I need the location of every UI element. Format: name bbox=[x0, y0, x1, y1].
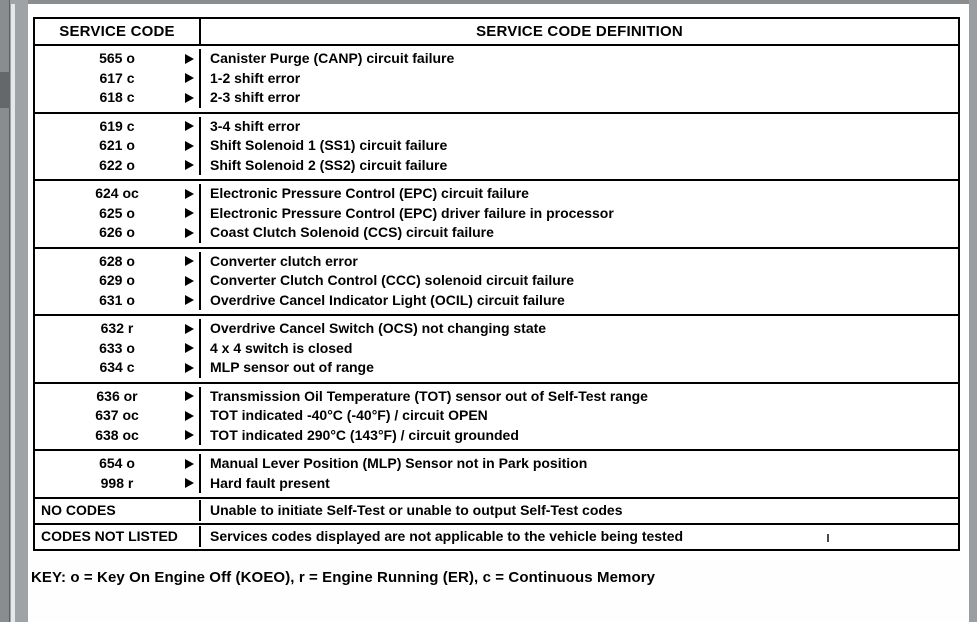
table-row bbox=[35, 252, 958, 272]
table-row bbox=[35, 136, 958, 156]
service-code-cell bbox=[35, 184, 201, 204]
service-code-cell bbox=[35, 319, 201, 339]
service-code: 654 o bbox=[99, 455, 135, 471]
code-group bbox=[35, 449, 958, 497]
service-code-definition: 3-4 shift error bbox=[210, 117, 301, 134]
special-row-definition: Services codes displayed are not applicable to the vehicle being tested bbox=[210, 528, 684, 544]
table-row-codes-not-listed bbox=[35, 523, 958, 549]
service-code-definition: Hard fault present bbox=[210, 474, 330, 491]
service-code-definition: Converter Clutch Control (CCC) solenoid circuit failure bbox=[210, 272, 575, 288]
service-code-cell bbox=[35, 204, 201, 224]
code-group bbox=[35, 44, 958, 112]
service-code-definition: Overdrive Cancel Switch (OCS) not changing state bbox=[210, 320, 547, 336]
service-code-definition: Shift Solenoid 1 (SS1) circuit failure bbox=[210, 137, 448, 153]
table-row bbox=[35, 117, 958, 137]
arrow-right-icon bbox=[185, 391, 194, 401]
service-code: 633 o bbox=[99, 339, 135, 356]
arrow-right-icon bbox=[185, 343, 194, 353]
arrow-right-icon bbox=[185, 478, 194, 488]
arrow-right-icon bbox=[185, 430, 194, 440]
code-group bbox=[35, 179, 958, 247]
arrow-right-icon bbox=[185, 363, 194, 373]
special-row-definition: Unable to initiate Self-Test or unable to output Self-Test codes bbox=[210, 502, 623, 518]
document-page bbox=[28, 4, 969, 622]
table-row bbox=[35, 184, 958, 204]
service-code-definition: TOT indicated 290°C (143°F) / circuit grounded bbox=[210, 426, 519, 443]
service-code-definition: Coast Clutch Solenoid (CCS) circuit failure bbox=[210, 224, 494, 240]
arrow-right-icon bbox=[185, 141, 194, 151]
special-row-label: NO CODES bbox=[35, 500, 201, 521]
service-code-cell bbox=[35, 156, 201, 176]
service-code-cell bbox=[35, 271, 201, 291]
service-code-cell bbox=[35, 223, 201, 243]
service-code: 998 r bbox=[100, 474, 134, 491]
table-row bbox=[35, 204, 958, 224]
window-edge-left bbox=[0, 0, 28, 622]
key-legend: KEY: o = Key On Engine Off (KOEO), r = Engine Running (ER), c = Continuous Memory bbox=[31, 569, 656, 586]
service-code-definition: MLP sensor out of range bbox=[210, 359, 374, 375]
service-code-definition: 1-2 shift error bbox=[210, 69, 301, 86]
scrollbar-thumb[interactable] bbox=[0, 72, 10, 108]
arrow-right-icon bbox=[185, 208, 194, 218]
service-code-definition: 2-3 shift error bbox=[210, 89, 301, 105]
code-group bbox=[35, 247, 958, 315]
scan-artifact-mark bbox=[827, 534, 829, 542]
table-row bbox=[35, 454, 958, 474]
arrow-right-icon bbox=[185, 411, 194, 421]
service-code: 625 o bbox=[99, 204, 135, 221]
service-code: 628 o bbox=[99, 252, 135, 269]
service-codes-table bbox=[33, 17, 960, 551]
table-row bbox=[35, 156, 958, 176]
arrow-right-icon bbox=[185, 276, 194, 286]
table-row bbox=[35, 426, 958, 446]
service-code: 618 c bbox=[99, 89, 135, 105]
code-group bbox=[35, 112, 958, 180]
arrow-right-icon bbox=[185, 189, 194, 199]
service-code-cell bbox=[35, 426, 201, 446]
arrow-right-icon bbox=[185, 93, 194, 103]
service-code-definition: Canister Purge (CANP) circuit failure bbox=[210, 50, 455, 66]
table-row bbox=[35, 69, 958, 89]
table-row bbox=[35, 474, 958, 494]
service-code-definition: Transmission Oil Temperature (TOT) sensor out of Self-Test range bbox=[210, 387, 648, 404]
table-row bbox=[35, 49, 958, 69]
service-code-cell bbox=[35, 252, 201, 272]
service-code: 634 c bbox=[99, 359, 135, 375]
service-code-definition: 4 x 4 switch is closed bbox=[210, 339, 353, 356]
service-code-cell bbox=[35, 474, 201, 494]
service-code: 626 o bbox=[99, 224, 135, 240]
service-code-cell bbox=[35, 291, 201, 311]
service-code-cell bbox=[35, 69, 201, 89]
service-code: 621 o bbox=[99, 137, 135, 153]
service-code: 632 r bbox=[100, 320, 134, 336]
table-row bbox=[35, 319, 958, 339]
service-code-definition: TOT indicated -40°C (-40°F) / circuit OPEN bbox=[210, 407, 488, 423]
arrow-right-icon bbox=[185, 54, 194, 64]
service-code: 617 c bbox=[99, 69, 135, 86]
service-code: 622 o bbox=[99, 156, 135, 173]
service-code: 631 o bbox=[99, 291, 135, 308]
arrow-right-icon bbox=[185, 121, 194, 131]
window-edge-right bbox=[969, 0, 977, 622]
table-row-no-codes bbox=[35, 497, 958, 523]
table-row bbox=[35, 223, 958, 243]
service-code-cell bbox=[35, 454, 201, 474]
code-groups-container bbox=[35, 44, 958, 497]
service-code: 638 oc bbox=[95, 426, 139, 443]
service-code-definition: Electronic Pressure Control (EPC) driver failure in processor bbox=[210, 204, 614, 221]
table-row bbox=[35, 358, 958, 378]
arrow-right-icon bbox=[185, 160, 194, 170]
arrow-right-icon bbox=[185, 459, 194, 469]
table-header-row bbox=[35, 19, 958, 44]
service-code-definition: Shift Solenoid 2 (SS2) circuit failure bbox=[210, 156, 448, 173]
service-code-definition: Overdrive Cancel Indicator Light (OCIL) circuit failure bbox=[210, 291, 565, 308]
code-group bbox=[35, 382, 958, 450]
service-code-cell bbox=[35, 49, 201, 69]
table-row bbox=[35, 271, 958, 291]
service-code-definition: Converter clutch error bbox=[210, 252, 358, 269]
table-row bbox=[35, 88, 958, 108]
service-code: 565 o bbox=[99, 50, 135, 66]
service-code: 624 oc bbox=[95, 185, 139, 201]
col-header-definition: SERVICE CODE DEFINITION bbox=[476, 23, 683, 40]
arrow-right-icon bbox=[185, 256, 194, 266]
col-header-service-code: SERVICE CODE bbox=[35, 19, 201, 44]
service-code: 619 c bbox=[99, 117, 135, 134]
service-code: 629 o bbox=[99, 272, 135, 288]
service-code-definition: Electronic Pressure Control (EPC) circuit failure bbox=[210, 185, 529, 201]
service-code-definition: Manual Lever Position (MLP) Sensor not in Park position bbox=[210, 455, 588, 471]
table-row bbox=[35, 339, 958, 359]
code-group bbox=[35, 314, 958, 382]
service-code-cell bbox=[35, 136, 201, 156]
page-edge-highlight bbox=[11, 4, 15, 622]
special-row-label: CODES NOT LISTED bbox=[35, 526, 201, 547]
arrow-right-icon bbox=[185, 228, 194, 238]
table-row bbox=[35, 291, 958, 311]
arrow-right-icon bbox=[185, 295, 194, 305]
service-code-cell bbox=[35, 387, 201, 407]
service-code-cell bbox=[35, 406, 201, 426]
arrow-right-icon bbox=[185, 324, 194, 334]
service-code-cell bbox=[35, 117, 201, 137]
service-code: 636 or bbox=[96, 387, 138, 404]
arrow-right-icon bbox=[185, 73, 194, 83]
table-row bbox=[35, 387, 958, 407]
service-code: 637 oc bbox=[95, 407, 139, 423]
table-row bbox=[35, 406, 958, 426]
service-code-cell bbox=[35, 339, 201, 359]
service-code-cell bbox=[35, 88, 201, 108]
service-code-cell bbox=[35, 358, 201, 378]
